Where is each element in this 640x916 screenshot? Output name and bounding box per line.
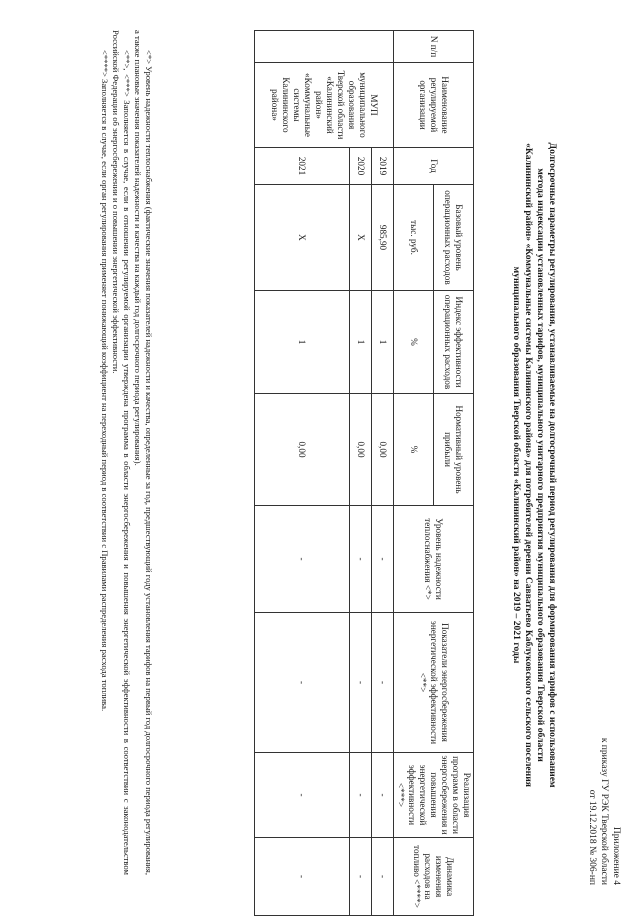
cell-fuel: - (255, 838, 350, 916)
footnotes (99, 30, 154, 875)
table-row (350, 31, 372, 916)
appendix-line-1: Приложение 4 (611, 826, 621, 885)
cell-energy: - (372, 613, 394, 753)
cell-reliability: - (350, 506, 372, 613)
table-row (372, 31, 394, 916)
footnote-fuel: <****> Заполняется в случае, если орган регулирования применяет понижающий коэффициент на переходный период в соответствии с Правилами распределения расхода топлива. (100, 50, 110, 712)
unit-profit: % (394, 394, 434, 506)
parameters-table (254, 30, 474, 916)
cell-programs: - (372, 753, 394, 838)
appendix-line-3: от 19.12.2018 № 306-нп (587, 789, 597, 885)
cell-profit: 0,00 (255, 394, 350, 506)
cell-reliability: - (255, 506, 350, 613)
cell-num (255, 31, 394, 63)
header-profit-level: Нормативный уровень прибыли (434, 394, 474, 506)
cell-base: Х (255, 185, 350, 291)
cell-index: 1 (255, 291, 350, 394)
unit-base: тыс. руб. (394, 185, 434, 291)
header-num: N п/п (394, 31, 474, 63)
cell-base: Х (350, 185, 372, 291)
header-org: Наименование регулируемой организации (394, 63, 474, 148)
cell-reliability: - (372, 506, 394, 613)
title-line-1: Долгосрочные параметры регулирования, устанавливаемые на долгосрочный период регулирования для формирования тарифов с использованием (547, 142, 558, 788)
cell-org-name: МУП муниципального образования Тверской области «Калининский район» «Коммунальные системы Калининского района» (255, 63, 394, 148)
cell-programs: - (350, 753, 372, 838)
header-efficiency-index: Индекс эффективности операционных расходов (434, 291, 474, 394)
header-reliability: Уровень надежности теплоснабжения <*> (394, 506, 474, 613)
cell-profit: 0,00 (372, 394, 394, 506)
cell-profit: 0,00 (350, 394, 372, 506)
cell-index: 1 (350, 291, 372, 394)
title-line-4: муниципального образования Тверской области «Калининский район» на 2019 – 2021 годы (511, 266, 522, 664)
cell-year: 2020 (350, 148, 372, 185)
header-programs: Реализация программ в области энергосбережения и повышения энергетической эффективности <***> (394, 753, 474, 838)
cell-base: 985,90 (372, 185, 394, 291)
footnote-energy-programs: <**>, <***> Заполняется в случае, если в отношении регулируемой организации утверждена программа в области энергосбережения и повышения энергетической эффективности в соответствии с законодательством Российской Федерации об энергосбережении и о повышении энергетической эффективности. (111, 30, 132, 875)
header-year: Год (394, 148, 474, 185)
cell-year: 2021 (255, 148, 350, 185)
header-base-opex: Базовый уровень операционных расходов (434, 185, 474, 291)
cell-energy: - (350, 613, 372, 753)
cell-energy: - (255, 613, 350, 753)
table-row (255, 31, 350, 916)
unit-index: % (394, 291, 434, 394)
cell-index: 1 (372, 291, 394, 394)
cell-fuel: - (372, 838, 394, 916)
appendix-header (586, 690, 622, 885)
footnote-reliability: <*> Уровень надежности теплоснабжения (фактические значения показателей надежности и качества, определенные за год, предшествующий году установления тарифов на первый год долгосрочного периода регулирования, а также плановые значения показателей надежности и качества на каждый год долгосрочного периода регулирования). (133, 30, 154, 875)
cell-fuel: - (350, 838, 372, 916)
document-title (510, 85, 558, 845)
appendix-line-2: к приказу ГУ РЭК Тверской области (599, 737, 609, 885)
cell-year: 2019 (372, 148, 394, 185)
cell-programs: - (255, 753, 350, 838)
title-line-3: «Калининский район» «Коммунальные системы Калининского района» для потребителей деревни Савватьево Каблуковского сельского поселения (523, 143, 534, 787)
header-fuel-dynamics: Динамика изменения расходов на топливо <****> (394, 838, 474, 916)
header-energy-saving: Показатели энергосбережения энергетической эффективности <**> (394, 613, 474, 753)
title-line-2: метода индексации установленных тарифов, муниципального унитарного предприятия муниципального образования Тверской области (535, 168, 546, 762)
